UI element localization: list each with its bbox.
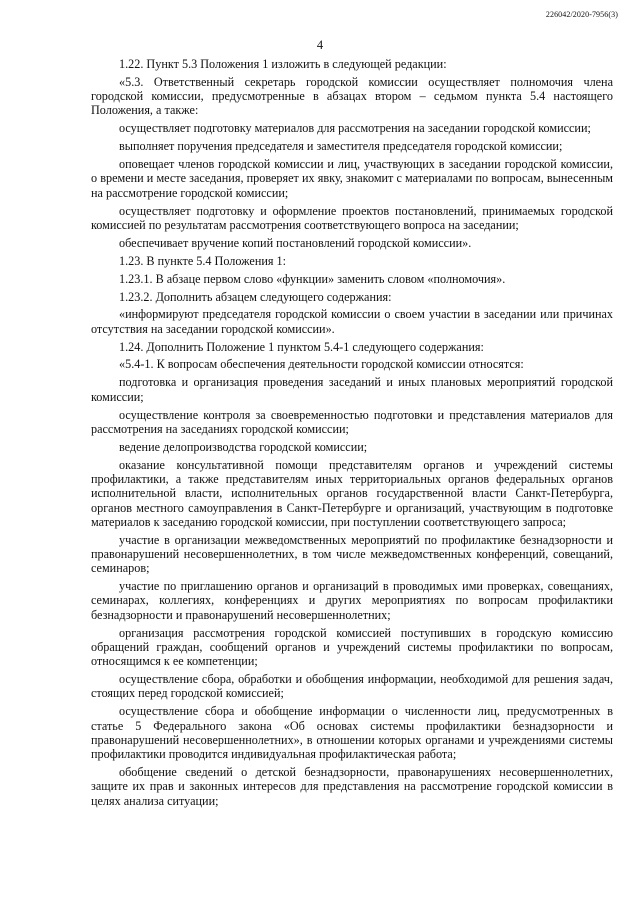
paragraph-support-item-8: осуществление сбора, обработки и обобщения информации, необходимой для решения задач, стоящих перед городской комиссией; (91, 672, 613, 701)
paragraph-5-3-intro: «5.3. Ответственный секретарь городской комиссии осуществляет полномочия члена городской комиссии, предусмотренные в абзацах втором – седьмом пункта 5.4 настоящего Положения, а также: (91, 74, 613, 118)
paragraph-1-24: 1.24. Дополнить Положение 1 пунктом 5.4-1 следующего содержания: (119, 339, 484, 354)
paragraph-support-item-4: оказание консультативной помощи представителям органов и учреждений системы профилактики, а также представителям иных территориальных органов федеральных органов исполнительной власти, исполнительных органов государственной власти Санкт-Петербурга, органов местного самоуправления в Санкт-Петербурге и организаций, участвующим в подготовке материалов к заседанию городской комиссии, при поступлении соответствующего запроса; (91, 457, 613, 529)
paragraph-5-4-1-intro: «5.4-1. К вопросам обеспечения деятельности городской комиссии относятся: (119, 357, 524, 372)
paragraph-support-item-10: обобщение сведений о детской безнадзорности, правонарушениях несовершеннолетних, защите их прав и законных интересов для представления на рассмотрение городской комиссии в целях анализа ситуации; (91, 765, 613, 808)
paragraph-secretary-duty-2: выполняет поручения председателя и заместителя председателя городской комиссии; (119, 139, 563, 154)
paragraph-inform-chair: «информируют председателя городской комиссии о своем участии в заседании или причинах отсутствия на заседании городской комиссии». (91, 307, 613, 336)
document-registration-number: 226042/2020-7956(3) (545, 10, 618, 19)
paragraph-support-item-9: осуществление сбора и обобщение информации о численности лиц, предусмотренных в статье 5 Федерального закона «Об основах системы профилактики безнадзорности и правонарушений несовершеннолетних», в отношении которых органами и учреждениями системы профилактики проводится индивидуальная профилактическая работа; (91, 704, 613, 762)
page-number: 4 (316, 38, 324, 52)
paragraph-1-23-1: 1.23.1. В абзаце первом слово «функции» заменить словом «полномочия». (119, 271, 506, 286)
paragraph-1-23-2: 1.23.2. Дополнить абзацем следующего содержания: (119, 289, 392, 304)
paragraph-secretary-duty-3: оповещает членов городской комиссии и лиц, участвующих в заседании городской комиссии, о времени и месте заседания, проверяет их явку, знакомит с материалами по вопросам, вынесенным на рассмотрение городской комиссии; (91, 157, 613, 200)
paragraph-secretary-duty-1: осуществляет подготовку материалов для рассмотрения на заседании городской комиссии; (119, 121, 591, 136)
document-body (91, 57, 613, 812)
paragraph-support-item-5: участие в организации межведомственных мероприятий по профилактике безнадзорности и правонарушений несовершеннолетних, в том числе межведомственных конференций, совещаний, семинаров; (91, 532, 613, 576)
paragraph-secretary-duty-5: обеспечивает вручение копий постановлений городской комиссии». (119, 235, 472, 250)
paragraph-support-item-1: подготовка и организация проведения заседаний и иных плановых мероприятий городской комиссии; (91, 375, 613, 404)
paragraph-support-item-7: организация рассмотрения городской комиссией поступивших в городскую комиссию обращений граждан, сообщений органов и учреждений системы профилактики по вопросам, относящимся к ее компетенции; (91, 625, 613, 669)
paragraph-secretary-duty-4: осуществляет подготовку и оформление проектов постановлений, принимаемых городской комиссией по результатам рассмотрения соответствующего вопроса на заседании; (91, 203, 613, 232)
paragraph-support-item-6: участие по приглашению органов и организаций в проводимых ими проверках, совещаниях, семинарах, коллегиях, конференциях и других мероприятиях по вопросам профилактики безнадзорности и правонарушений несовершеннолетних; (91, 579, 613, 622)
paragraph-1-22: 1.22. Пункт 5.3 Положения 1 изложить в следующей редакции: (119, 57, 447, 71)
paragraph-support-item-3: ведение делопроизводства городской комиссии; (119, 439, 368, 454)
paragraph-1-23: 1.23. В пункте 5.4 Положения 1: (119, 253, 287, 268)
paragraph-support-item-2: осуществление контроля за своевременностью подготовки и представления материалов для рассмотрения на заседаниях городской комиссии; (91, 407, 613, 436)
